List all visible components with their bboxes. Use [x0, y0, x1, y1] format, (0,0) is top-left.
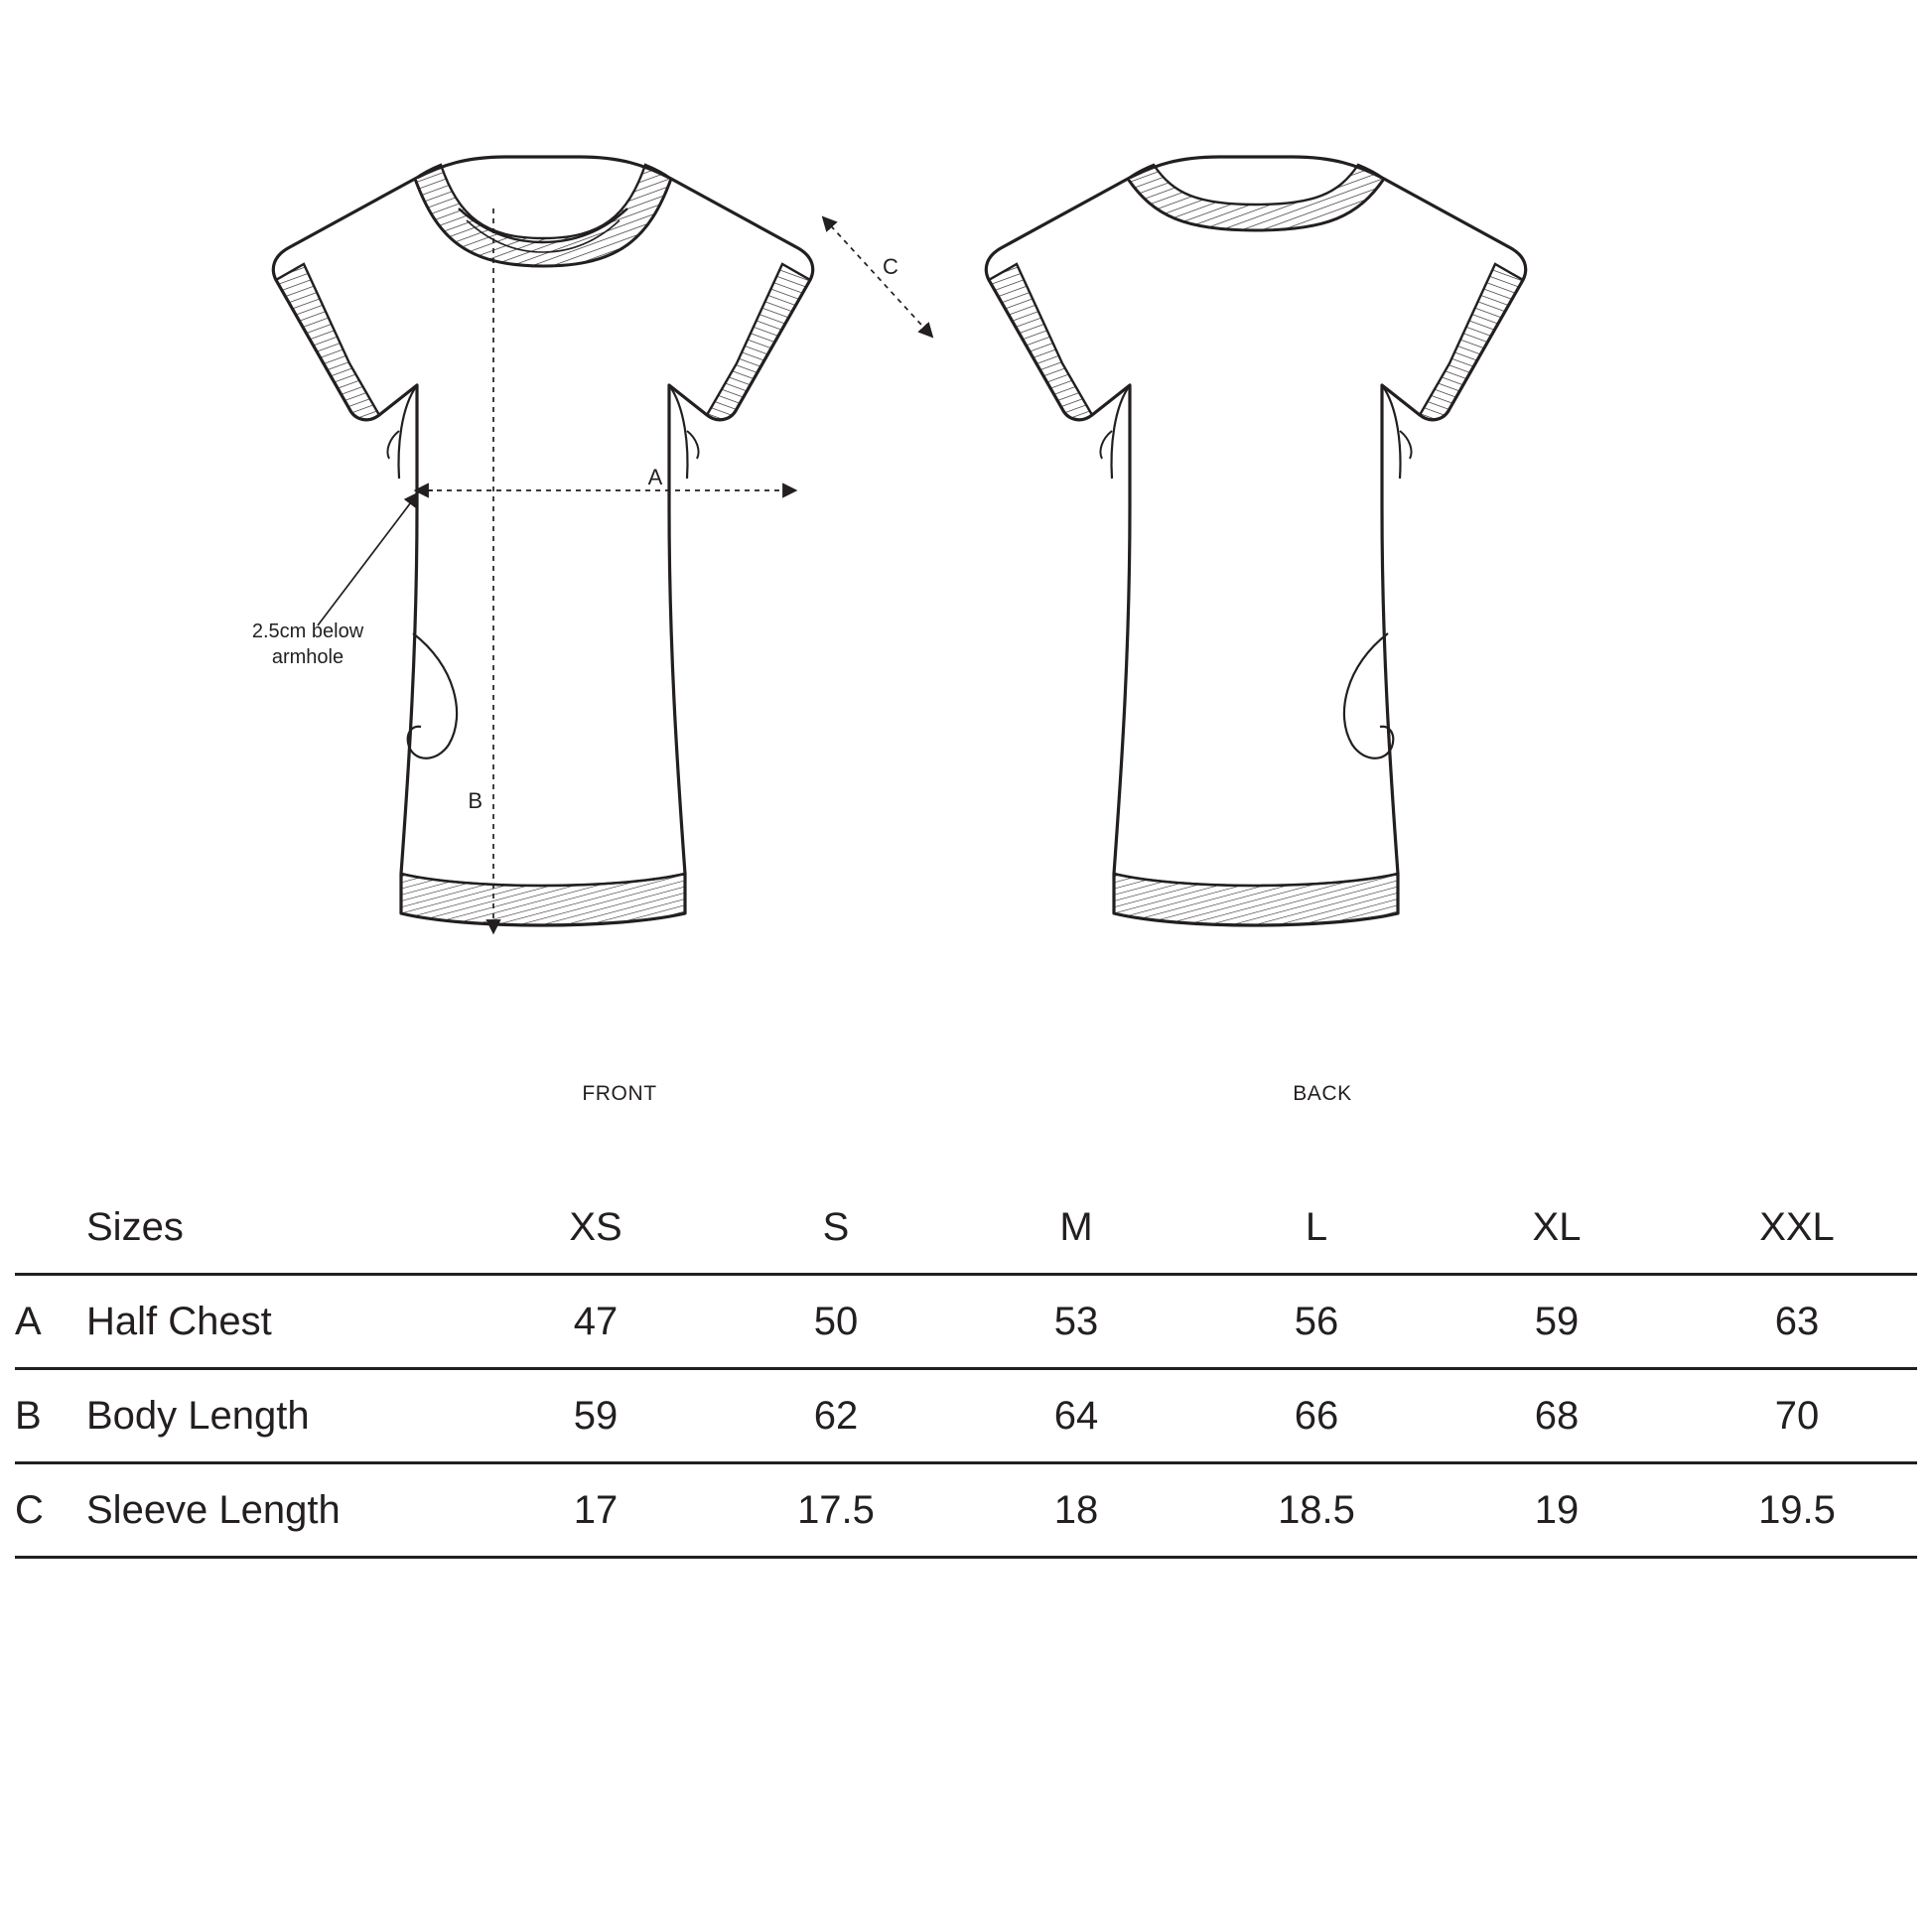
- cell-xxl: 63: [1677, 1275, 1917, 1369]
- annotation-note-line2: armhole: [271, 646, 345, 668]
- row-label: Body Length: [86, 1369, 476, 1463]
- cell-xl: 19: [1437, 1463, 1677, 1558]
- size-table-head: [15, 1181, 1917, 1275]
- dimension-b-label: B: [468, 788, 483, 813]
- header-l: L: [1305, 1204, 1328, 1249]
- annotation-leader-line: [318, 494, 417, 625]
- cell-l: 56: [1196, 1275, 1437, 1369]
- cell-xs: 17: [476, 1463, 716, 1558]
- cell-s: 62: [716, 1369, 956, 1463]
- dimension-a-label: A: [647, 465, 663, 489]
- table-row: [15, 1369, 1917, 1463]
- dimension-c-label: C: [883, 254, 898, 279]
- cell-l: 18.5: [1196, 1463, 1437, 1558]
- back-view: [986, 157, 1525, 925]
- dimension-c-line: [824, 218, 931, 336]
- tshirt-technical-drawing: [0, 89, 1932, 1132]
- row-key: A: [15, 1275, 86, 1369]
- table-row: [15, 1463, 1917, 1558]
- cell-s: 50: [716, 1275, 956, 1369]
- row-label: Half Chest: [86, 1275, 476, 1369]
- cell-xl: 59: [1437, 1275, 1677, 1369]
- row-label: Sleeve Length: [86, 1463, 476, 1558]
- cell-m: 18: [956, 1463, 1196, 1558]
- header-xxl: XXL: [1759, 1204, 1835, 1249]
- cell-xs: 47: [476, 1275, 716, 1369]
- cell-m: 64: [956, 1369, 1196, 1463]
- header-xl: XL: [1532, 1204, 1582, 1249]
- size-table: [15, 1181, 1917, 1559]
- annotation-note-line1: 2.5cm below: [251, 621, 364, 642]
- cell-xxl: 70: [1677, 1369, 1917, 1463]
- front-view: [273, 157, 812, 925]
- table-header-row: [15, 1181, 1917, 1275]
- tshirt-drawing-svg: [0, 89, 1932, 1132]
- header-m: M: [1059, 1204, 1093, 1249]
- cell-xs: 59: [476, 1369, 716, 1463]
- header-key: [15, 1181, 86, 1275]
- header-s: S: [822, 1204, 850, 1249]
- cell-l: 66: [1196, 1369, 1437, 1463]
- header-sizes: Sizes: [86, 1204, 184, 1249]
- cell-xxl: 19.5: [1677, 1463, 1917, 1558]
- cell-s: 17.5: [716, 1463, 956, 1558]
- cell-m: 53: [956, 1275, 1196, 1369]
- size-table-wrap: [15, 1181, 1916, 1559]
- front-view-caption: FRONT: [582, 1082, 657, 1105]
- cell-xl: 68: [1437, 1369, 1677, 1463]
- row-key: B: [15, 1369, 86, 1463]
- table-row: [15, 1275, 1917, 1369]
- size-table-body: [15, 1275, 1917, 1558]
- row-key: C: [15, 1463, 86, 1558]
- back-view-caption: BACK: [1293, 1082, 1352, 1105]
- header-xs: XS: [569, 1204, 622, 1249]
